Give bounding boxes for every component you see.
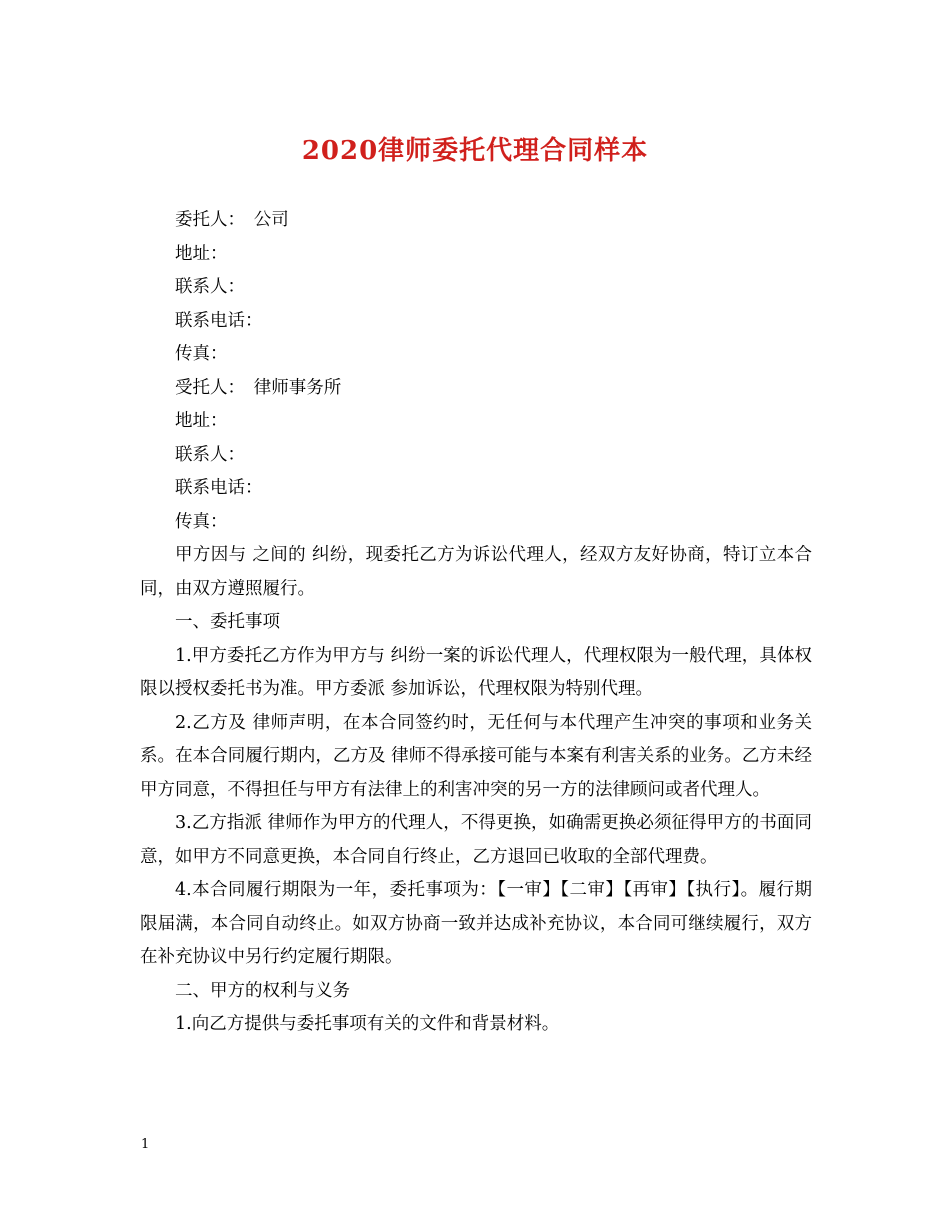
paragraph-client: 委托人： 公司 xyxy=(175,210,289,230)
paragraph-agent-address: 地址： xyxy=(175,411,228,431)
clause-1-1: 1.甲方委托乙方作为甲方与 纠纷一案的诉讼代理人，代理权限为一般代理，具体权限以授权委托书为准。甲方委派 参加诉讼，代理权限为特别代理。 xyxy=(140,645,812,699)
clause-1-2: 2.乙方及 律师声明，在本合同签约时，无任何与本代理产生冲突的事项和业务关系。在本合同履行期内，乙方及 律师不得承接可能与本案有利害关系的业务。乙方未经甲方同意，不得担任与甲方有法律上的利害冲突的另一方的法律顾问或者代理人。 xyxy=(140,712,812,800)
clause-2-1: 1.向乙方提供与委托事项有关的文件和背景材料。 xyxy=(175,1014,560,1034)
paragraph-agent-contact: 联系人： xyxy=(175,444,245,465)
paragraph-preamble: 甲方因与 之间的 纠纷，现委托乙方为诉讼代理人，经双方友好协商，特订立本合同，由双方遵照履行。 xyxy=(140,545,812,599)
document-title: 2020律师委托代理合同样本 xyxy=(301,136,649,166)
paragraph-client-phone: 联系电话： xyxy=(175,310,263,331)
paragraph-agent-fax: 传真： xyxy=(175,511,228,532)
section-heading-2: 二、甲方的权利与义务 xyxy=(175,980,350,1001)
clause-1-3: 3.乙方指派 律师作为甲方的代理人，不得更换，如确需更换必须征得甲方的书面同意，如甲方不同意更换，本合同自行终止，乙方退回已收取的全部代理费。 xyxy=(140,813,812,867)
paragraph-client-address: 地址： xyxy=(175,243,228,264)
clause-1-4: 4.本合同履行期限为一年，委托事项为：【一审】【二审】【再审】【执行】。履行期限届满，本合同自动终止。如双方协商一致并达成补充协议，本合同可继续履行，双方在补充协议中另行约定履行期限。 xyxy=(140,880,812,967)
section-heading-1: 一、委托事项 xyxy=(175,612,280,632)
paragraph-client-contact: 联系人： xyxy=(175,277,245,297)
paragraph-client-fax: 传真： xyxy=(175,344,228,364)
document-body xyxy=(140,204,812,1042)
page-number: 1 xyxy=(141,1137,150,1152)
paragraph-agent-phone: 联系电话： xyxy=(175,478,263,498)
paragraph-agent: 受托人： 律师事务所 xyxy=(175,377,342,398)
